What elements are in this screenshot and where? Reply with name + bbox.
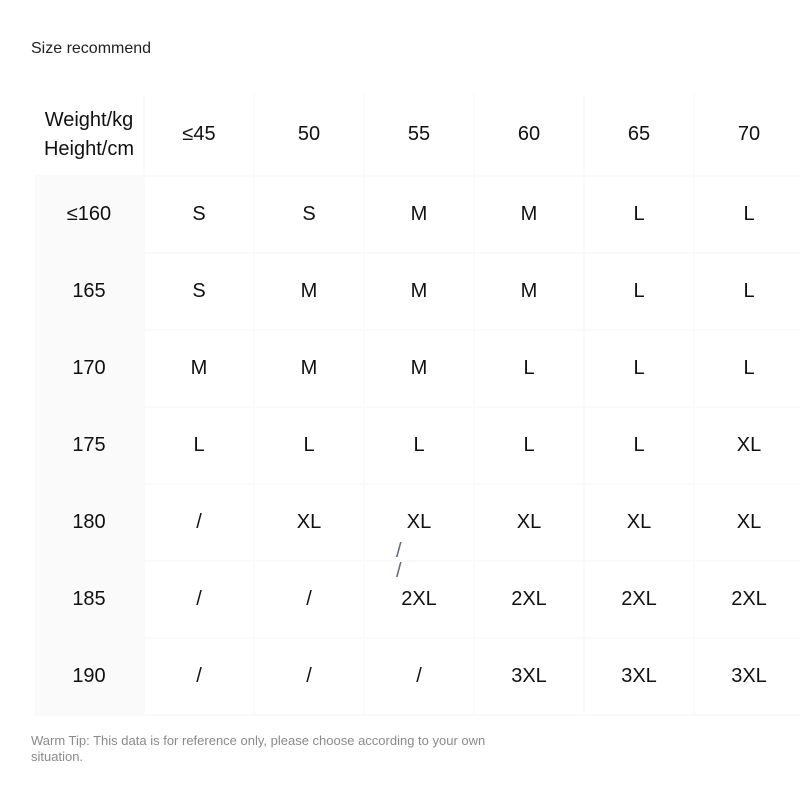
size-cell: M <box>365 254 473 329</box>
size-cell: / <box>255 639 363 714</box>
weight-header: 60 <box>475 94 583 175</box>
height-header: 185 <box>35 562 143 637</box>
size-cell: S <box>145 254 253 329</box>
weight-header: 70 <box>695 94 800 175</box>
weight-axis-label: Weight/kg <box>44 108 134 131</box>
size-cell: 3XL <box>475 639 583 714</box>
size-cell: 2XL <box>475 562 583 637</box>
table-row <box>35 254 800 329</box>
size-cell: / <box>145 562 253 637</box>
size-cell: M <box>365 177 473 252</box>
table-row <box>35 562 800 637</box>
height-header: 170 <box>35 331 143 406</box>
size-cell: L <box>585 331 693 406</box>
slash-mark: / <box>396 540 402 562</box>
size-cell: L <box>365 408 473 483</box>
size-cell: XL <box>695 408 800 483</box>
size-cell: XL <box>365 485 473 560</box>
corner-cell <box>35 94 143 175</box>
size-cell: XL <box>695 485 800 560</box>
table-row <box>35 408 800 483</box>
size-table <box>35 94 800 716</box>
height-header: 180 <box>35 485 143 560</box>
size-cell: L <box>255 408 363 483</box>
size-cell: L <box>475 331 583 406</box>
size-cell: L <box>585 177 693 252</box>
size-cell: L <box>695 177 800 252</box>
height-axis-label: Height/cm <box>43 137 135 160</box>
size-cell: M <box>145 331 253 406</box>
size-cell: / <box>145 639 253 714</box>
size-cell: XL <box>475 485 583 560</box>
size-cell: L <box>695 331 800 406</box>
weight-header: 50 <box>255 94 363 175</box>
table-row <box>35 331 800 406</box>
size-cell: / <box>255 562 363 637</box>
size-chart <box>35 94 800 716</box>
weight-header: ≤45 <box>145 94 253 175</box>
size-cell: 2XL <box>365 562 473 637</box>
size-cell: M <box>475 177 583 252</box>
size-cell: M <box>475 254 583 329</box>
height-header: 175 <box>35 408 143 483</box>
weight-header: 55 <box>365 94 473 175</box>
size-cell: L <box>475 408 583 483</box>
weight-header-row <box>35 94 800 175</box>
size-cell: XL <box>255 485 363 560</box>
size-cell: L <box>695 254 800 329</box>
size-cell: S <box>255 177 363 252</box>
size-cell: M <box>255 254 363 329</box>
height-header: ≤160 <box>35 177 143 252</box>
size-cell: / <box>145 485 253 560</box>
size-cell: 3XL <box>695 639 800 714</box>
size-cell: L <box>145 408 253 483</box>
size-cell: XL <box>585 485 693 560</box>
table-row <box>35 177 800 252</box>
slash-mark: / <box>396 560 402 582</box>
height-header: 165 <box>35 254 143 329</box>
size-cell: M <box>365 331 473 406</box>
size-cell: L <box>585 254 693 329</box>
size-cell: S <box>145 177 253 252</box>
size-cell: L <box>585 408 693 483</box>
stray-slash-mark <box>396 541 402 581</box>
table-row <box>35 485 800 560</box>
page-title: Size recommend <box>31 40 152 57</box>
table-row <box>35 639 800 714</box>
size-cell: M <box>255 331 363 406</box>
size-cell: 2XL <box>695 562 800 637</box>
weight-header: 65 <box>585 94 693 175</box>
warm-tip-note: Warm Tip: This data is for reference only, please choose according to your own situation. <box>31 733 486 764</box>
size-cell: / <box>365 639 473 714</box>
size-cell: 2XL <box>585 562 693 637</box>
size-cell: 3XL <box>585 639 693 714</box>
height-header: 190 <box>35 639 143 714</box>
